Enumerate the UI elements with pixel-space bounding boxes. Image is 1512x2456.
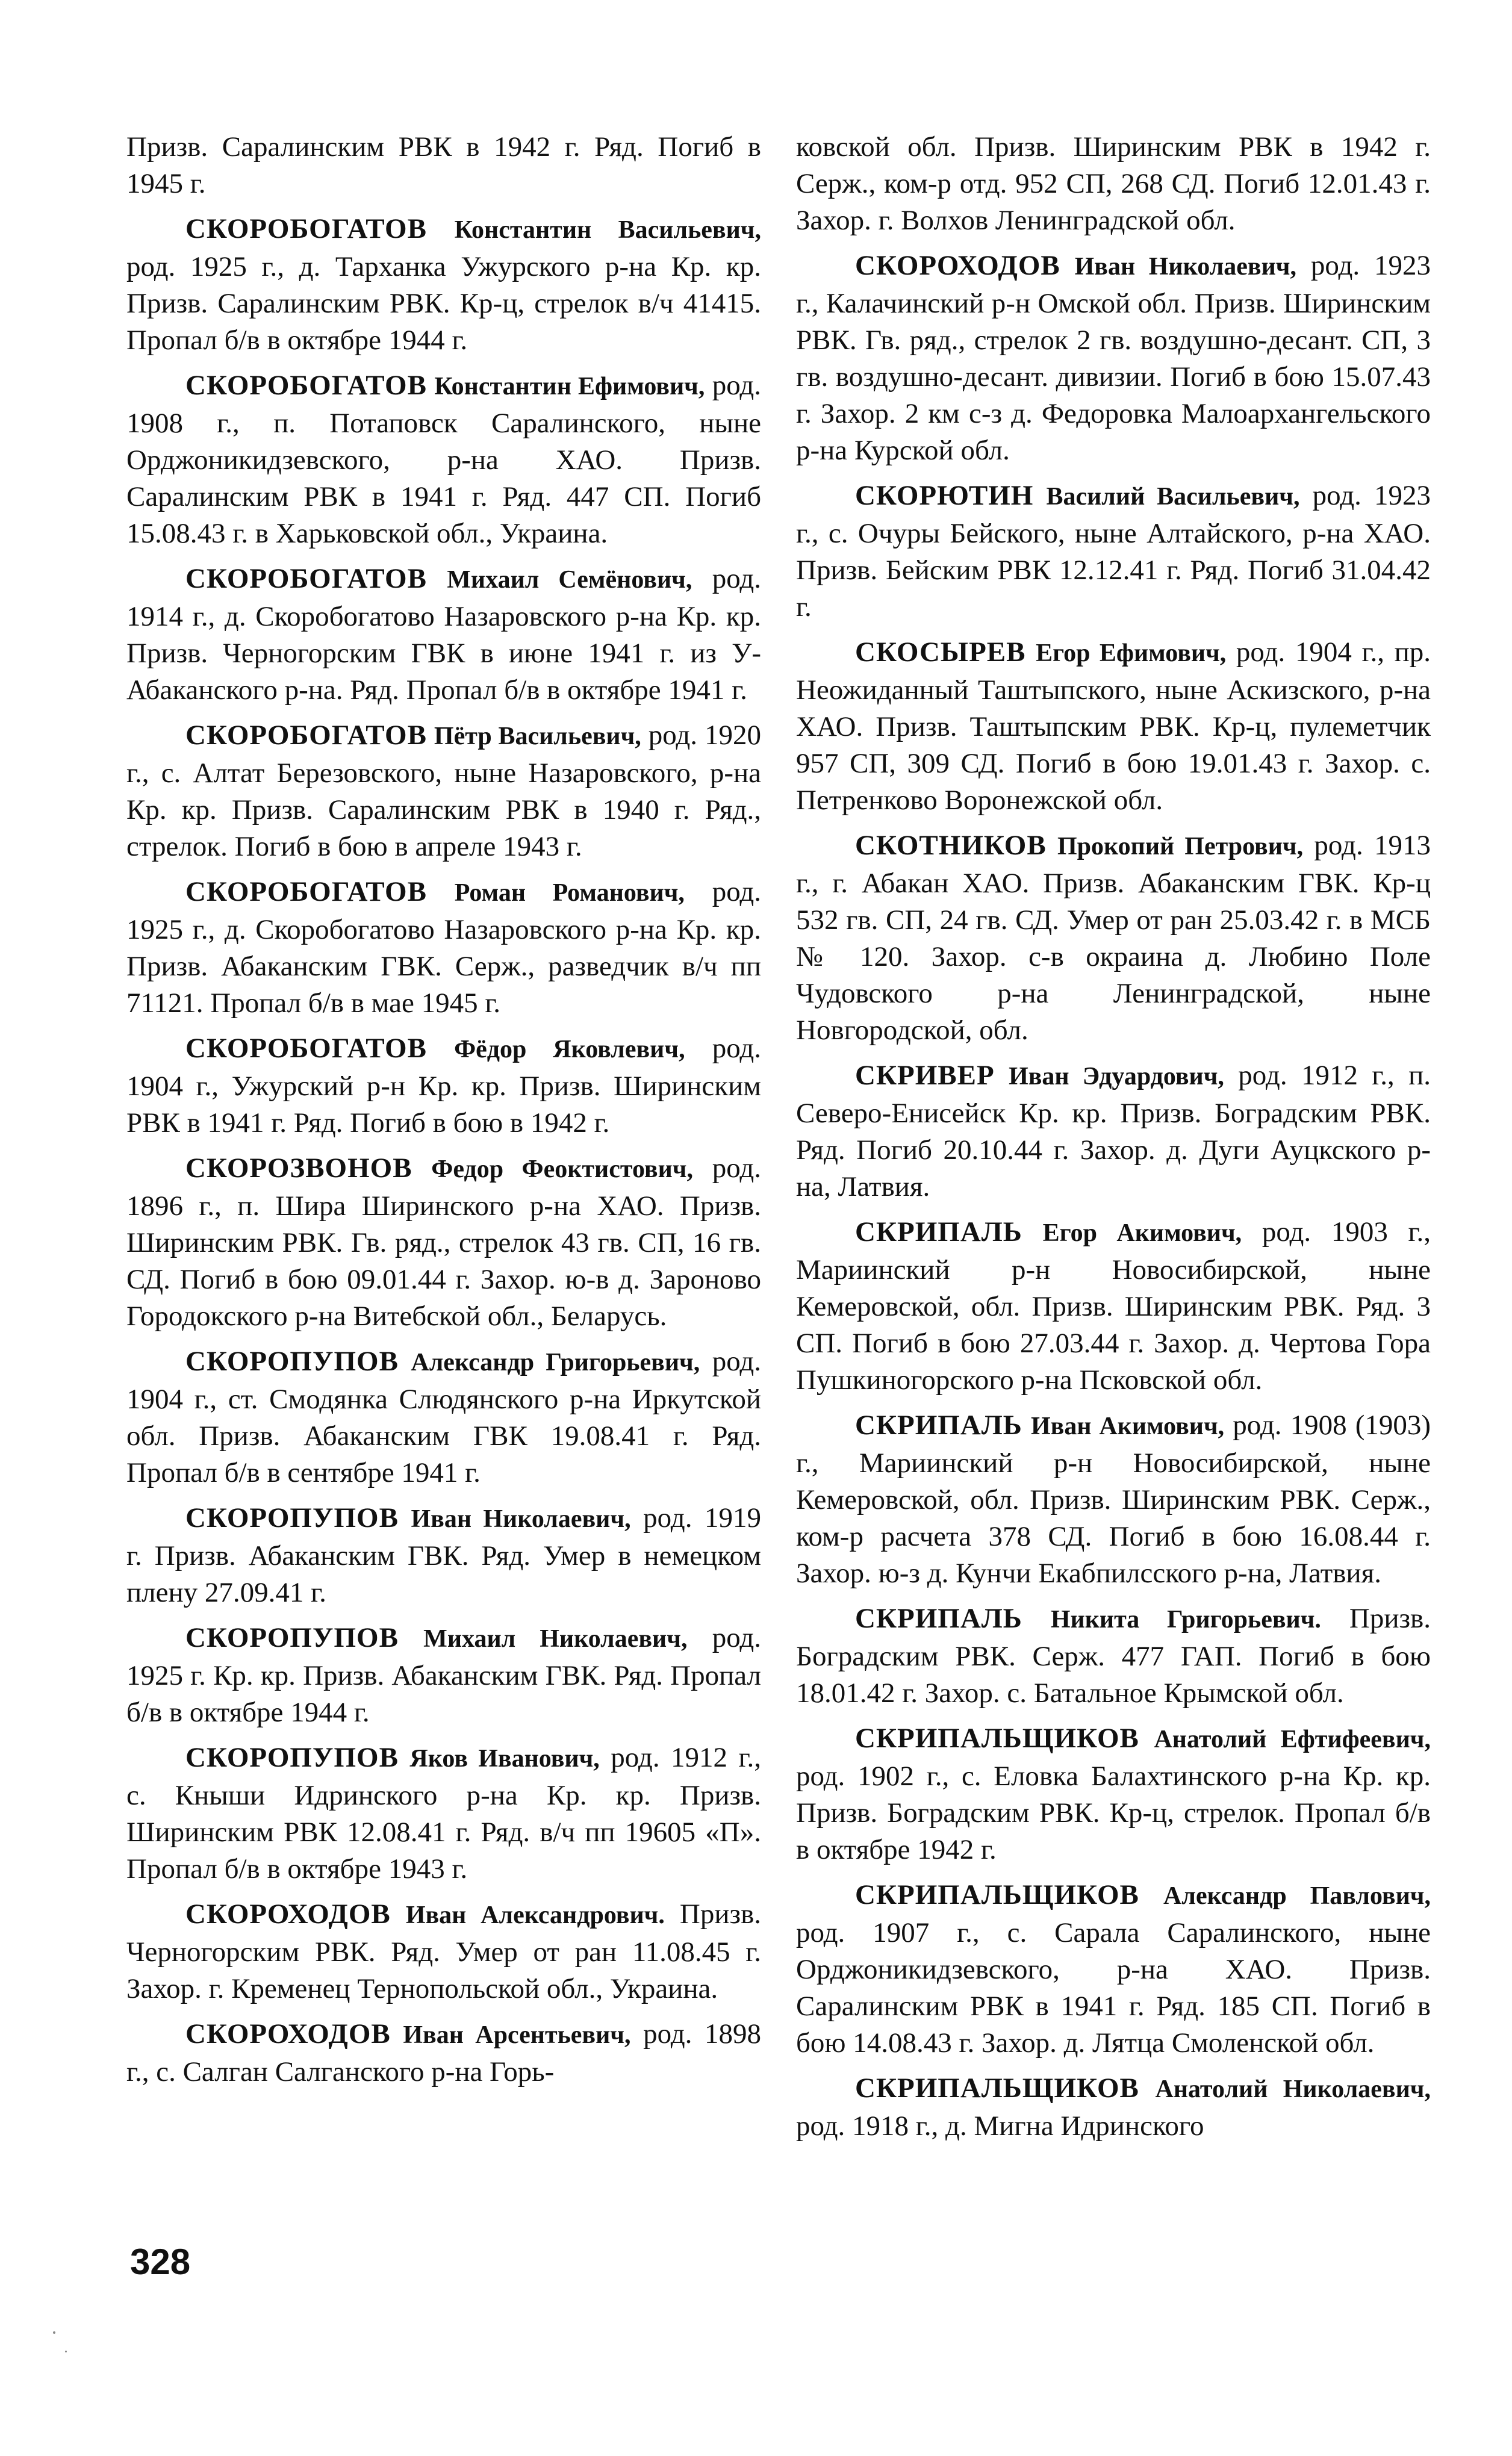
entry-text: Призв. Боградским РВК. Серж. 477 ГАП. Погиб в бою 18.01.42 г. Захор. с. Батальное Крымской обл. — [796, 1603, 1431, 1709]
entry-given-name: Иван Александрович. — [405, 1901, 665, 1929]
right-column — [796, 129, 1431, 2153]
entry-given-name: Пётр Васильевич, — [434, 723, 641, 750]
entry — [796, 634, 1431, 819]
entry — [126, 211, 761, 359]
entry-surname: СКОРЮТИН — [855, 480, 1034, 511]
entry-given-name: Анатолий Ефтифеевич, — [1154, 1726, 1431, 1753]
entry — [126, 1896, 761, 2007]
entry-given-name: Василий Васильевич, — [1046, 483, 1300, 511]
entry-surname: СКОРОПУПОВ — [185, 1742, 399, 1773]
entry-given-name: Прокопий Петрович, — [1057, 833, 1304, 860]
entry — [126, 1030, 761, 1142]
entry — [796, 1720, 1431, 1868]
entry — [126, 2016, 761, 2091]
entry-given-name: Константин Васильевич, — [454, 216, 761, 244]
entry — [126, 1150, 761, 1335]
entry-surname: СКРИПАЛЬ — [855, 1603, 1022, 1634]
entry-text: род. 1913 г., г. Абакан ХАО. Призв. Абаканским ГВК. Кр-ц 532 гв. СП, 24 гв. СД. Умер от ран 25.03.42 г. в МСБ № 120. Захор. с-в окраина д. Любино Поле Чудовского р-на Ленинградской, ныне Новгородской, обл. — [796, 830, 1431, 1046]
entry-surname: СКОРОБОГАТОВ — [185, 720, 427, 751]
entry — [126, 874, 761, 1022]
entry — [126, 717, 761, 865]
entry-given-name: Федор Феоктистович, — [431, 1155, 693, 1183]
entry-surname: СКРИПАЛЬ — [855, 1410, 1022, 1441]
entry-given-name: Никита Григорьевич. — [1050, 1606, 1321, 1634]
entry-surname: СКОСЫРЕВ — [855, 636, 1026, 668]
entry-text: род. 1920 г., с. Алтат Березовского, ныне Назаровского, р-на Кр. кр. Призв. Саралинским РВК в 1940 г. Ряд., стрелок. Погиб в бою в апреле 1943 г. — [126, 720, 762, 862]
entry-surname: СКОРОБОГАТОВ — [185, 370, 427, 401]
entry — [126, 1343, 761, 1491]
entry-text: Призв. Черногорским РВК. Ряд. Умер от ран 11.08.45 г. Захор. г. Кременец Тернопольской обл., Украина. — [126, 1898, 762, 2004]
entry — [796, 477, 1431, 626]
entry-text: род. 1898 г., с. Салган Салганского р-на Горь- — [126, 2018, 762, 2088]
entry-text: род. 1925 г., д. Скоробогатово Назаровского р-на Кр. кр. Призв. Абаканским ГВК. Серж., разведчик в/ч пп 71121. Пропал б/в в мае 1945 г. — [126, 876, 761, 1019]
entry — [796, 1057, 1431, 1205]
entry — [796, 2070, 1431, 2145]
entry-given-name: Иван Акимович, — [1030, 1413, 1225, 1440]
entry-given-name: Анатолий Николаевич, — [1155, 2075, 1431, 2103]
entry-surname: СКРИПАЛЬ — [855, 1216, 1022, 1248]
entry-surname: СКРИПАЛЬЩИКОВ — [855, 1723, 1139, 1754]
entry-surname: СКОРОБОГАТОВ — [185, 563, 427, 594]
entry-surname: СКРИПАЛЬЩИКОВ — [855, 1879, 1139, 1910]
entry-surname: СКОРОБОГАТОВ — [185, 213, 427, 244]
entry-surname: СКРИПАЛЬЩИКОВ — [855, 2072, 1139, 2104]
entry-given-name: Роман Романович, — [454, 879, 685, 907]
entry-surname: СКОТНИКОВ — [855, 830, 1047, 861]
entry — [126, 1620, 761, 1731]
entry-text: род. 1907 г., с. Сарала Саралинского, ныне Орджоникидзевского, р-на ХАО. Призв. Саралинским РВК в 1941 г. Ряд. 185 СП. Погиб в бою 14.08.43 г. Захор. д. Лятца Смоленской обл. — [796, 1917, 1431, 2059]
entry-text: Призв. Саралинским РВК в 1942 г. Ряд. Погиб в 1945 г. — [126, 131, 761, 199]
entry-given-name: Яков Иванович, — [409, 1745, 600, 1773]
entry — [126, 561, 761, 709]
entry-given-name: Михаил Семёнович, — [447, 566, 692, 594]
scan-speck — [53, 2331, 55, 2334]
entry-text: род. 1908 (1903) г., Мариинский р-н Новосибирской, ныне Кемеровской, обл. Призв. Ширинским РВК. Серж., ком-р расчета 378 СД. Погиб в бою 16.08.44 г. Захор. ю-з д. Кунчи Екабпилсского р-на, Латвия. — [796, 1410, 1431, 1589]
entry-given-name: Александр Павлович, — [1163, 1882, 1431, 1910]
entry — [126, 367, 761, 552]
entry-text: род. 1912 г., п. Северо-Енисейск Кр. кр. Призв. Боградским РВК. Ряд. Погиб 20.10.44 г. Захор. д. Дуги Ауцкского р-на, Латвия. — [796, 1060, 1431, 1202]
entry — [796, 247, 1431, 469]
entry-given-name: Михаил Николаевич, — [423, 1625, 688, 1653]
entry-text: род. 1908 г., п. Потаповск Саралинского, ныне Орджоникидзевского, р-на ХАО. Призв. Саралинским РВК в 1941 г. Ряд. 447 СП. Погиб 15.08.43 г. в Харьковской обл., Украина. — [126, 370, 762, 549]
entry-given-name: Иван Эдуардович, — [1009, 1063, 1224, 1090]
entry-given-name: Егор Ефимович, — [1036, 639, 1227, 667]
page-number: 328 — [130, 2242, 191, 2282]
entry-text: род. 1918 г., д. Мигна Идринского — [796, 2110, 1204, 2142]
entry-text: род. 1925 г. Кр. кр. Призв. Абаканским ГВК. Ряд. Пропал б/в в октябре 1944 г. — [126, 1622, 762, 1728]
entry — [796, 1877, 1431, 2062]
entry-given-name: Иван Арсентьевич, — [403, 2021, 631, 2049]
left-column — [126, 129, 761, 2099]
entry-continuation — [126, 129, 761, 202]
entry — [796, 1600, 1431, 1712]
entry-surname: СКРИВЕР — [855, 1060, 995, 1091]
entry — [796, 1214, 1431, 1399]
entry-text: род. 1923 г., Калачинский р-н Омской обл. Призв. Ширинским РВК. Гв. ряд., стрелок 2 гв. воздушно-десант. СП, 3 гв. воздушно-десант. дивизии. Погиб в бою 15.07.43 г. Захор. 2 км с-з д. Федоровка Малоархангельского р-на Курской обл. — [796, 250, 1431, 466]
entry — [796, 1407, 1431, 1592]
entry-text: род. 1925 г., д. Тарханка Ужурского р-на Кр. кр. Призв. Саралинским РВК. Кр-ц, стрелок в/ч 41415. Пропал б/в в октябре 1944 г. — [126, 251, 761, 356]
entry-given-name: Константин Ефимович, — [434, 373, 705, 400]
entry-given-name: Фёдор Яковлевич, — [454, 1036, 685, 1063]
entry-surname: СКОРОПУПОВ — [185, 1502, 399, 1534]
entry-text: род. 1903 г., Мариинский р-н Новосибирской, ныне Кемеровской, обл. Призв. Ширинским РВК. Ряд. 3 СП. Погиб в бою 27.03.44 г. Захор. д. Чертова Гора Пушкиногорского р-на Псковской обл. — [796, 1216, 1431, 1396]
entry-text: род. 1923 г., с. Очуры Бейского, ныне Алтайского, р-на ХАО. Призв. Бейским РВК 12.12.41 г. Ряд. Погиб 31.04.42 г. — [796, 480, 1431, 623]
entry-text: род. 1904 г., пр. Неожиданный Таштыпского, ныне Аскизского, р-на ХАО. Призв. Таштыпским РВК. Кр-ц, пулеметчик 957 СП, 309 СД. Погиб в бою 19.01.43 г. Захор. с. Петренково Воронежской обл. — [796, 636, 1431, 816]
entry-surname: СКОРОБОГАТОВ — [185, 876, 427, 907]
entry-surname: СКОРОПУПОВ — [185, 1622, 399, 1653]
scan-speck — [65, 2351, 67, 2352]
entry-text: род. 1902 г., с. Еловка Балахтинского р-на Кр. кр. Призв. Боградским РВК. Кр-ц, стрелок. Пропал б/в в октябре 1942 г. — [796, 1761, 1431, 1865]
entry-text: ковской обл. Призв. Ширинским РВК в 1942 г. Серж., ком-р отд. 952 СП, 268 СД. Погиб 12.01.43 г. Захор. г. Волхов Ленинградской обл. — [796, 131, 1431, 236]
entry-given-name: Иван Николаевич, — [411, 1505, 631, 1533]
entry — [796, 827, 1431, 1049]
entry-surname: СКОРОХОДОВ — [855, 250, 1060, 281]
entry-continuation — [796, 129, 1431, 239]
entry-text: род. 1904 г., ст. Смодянка Слюдянского р-на Иркутской обл. Призв. Абаканским ГВК 19.08.41 г. Ряд. Пропал б/в в сентябре 1941 г. — [126, 1346, 762, 1488]
entry-text: род. 1904 г., Ужурский р-н Кр. кр. Призв. Ширинским РВК в 1941 г. Ряд. Погиб в бою в 1942 г. — [126, 1033, 761, 1139]
entry-text: род. 1896 г., п. Шира Ширинского р-на ХАО. Призв. Ширинским РВК. Гв. ряд., стрелок 43 гв. СП, 16 гв. СД. Погиб в бою 09.01.44 г. Захор. ю-в д. Зароново Городокского р-на Витебской обл., Беларусь. — [126, 1152, 762, 1332]
entry-surname: СКОРОХОДОВ — [185, 2018, 391, 2050]
entry-text: род. 1912 г., с. Кныши Идринского р-на Кр. кр. Призв. Ширинским РВК 12.08.41 г. Ряд. в/ч пп 19605 «П». Пропал б/в в октябре 1943 г. — [126, 1742, 761, 1885]
entry — [126, 1500, 761, 1611]
entry-text: род. 1919 г. Призв. Абаканским ГВК. Ряд. Умер в немецком плену 27.09.41 г. — [126, 1502, 762, 1608]
entry-given-name: Егор Акимович, — [1042, 1219, 1242, 1247]
entry-surname: СКОРОБОГАТОВ — [185, 1033, 427, 1064]
entry — [126, 1739, 761, 1888]
entry-surname: СКОРОЗВОНОВ — [185, 1152, 412, 1184]
entry-surname: СКОРОПУПОВ — [185, 1346, 399, 1377]
entry-given-name: Иван Николаевич, — [1074, 253, 1296, 281]
entry-surname: СКОРОХОДОВ — [185, 1898, 391, 1930]
entry-text: род. 1914 г., д. Скоробогатово Назаровского р-на Кр. кр. Призв. Черногорским ГВК в июне 1941 г. из У-Абаканского р-на. Ряд. Пропал б/в в октябре 1941 г. — [126, 563, 762, 706]
entry-given-name: Александр Григорьевич, — [411, 1349, 700, 1376]
